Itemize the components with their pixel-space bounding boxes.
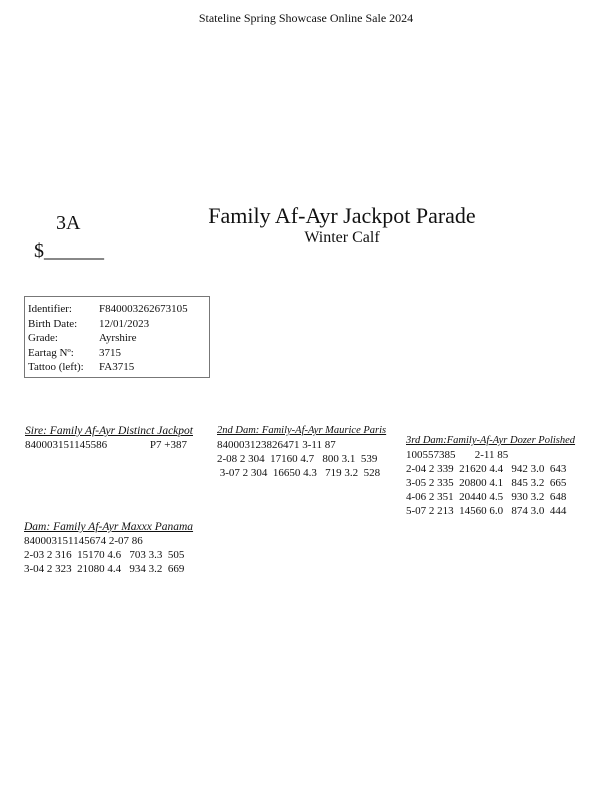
second-dam-block [217, 424, 386, 480]
third-dam-record-line: 4-06 2 351 20440 4.5 930 3.2 648 [406, 491, 567, 503]
dam-heading: Dam: Family Af-Ayr Maxxx Panama [24, 521, 194, 533]
third-dam-record-line: 2-04 2 339 21620 4.4 942 3.0 643 [406, 463, 567, 475]
dam-block [24, 520, 193, 576]
price-blank: $______ [34, 240, 104, 262]
third-dam-heading: 3rd Dam:Family-Af-Ayr Dozer Polished [406, 435, 576, 446]
tattoo-label: Tattoo (left): [28, 361, 84, 374]
birth-date-label: Birth Date: [28, 317, 78, 330]
dam-line: 840003151145674 2-07 86 [24, 535, 143, 547]
second-dam-line: 840003123826471 3-11 87 [217, 439, 336, 451]
second-dam-record-line: 2-08 2 304 17160 4.7 800 3.1 539 [217, 453, 378, 465]
third-dam-record-line: 3-05 2 335 20800 4.1 845 3.2 665 [406, 477, 567, 489]
grade-row [28, 331, 209, 346]
sire-block [25, 424, 205, 452]
birth-date-value: 12/01/2023 [99, 317, 150, 330]
identification-box [24, 296, 210, 378]
sire-line [25, 438, 205, 452]
eartag-row [28, 346, 209, 361]
identifier-value: F840003262673105 [99, 303, 188, 315]
eartag-value: 3715 [99, 346, 121, 359]
second-dam-record-line: 3-07 2 304 16650 4.3 719 3.2 528 [217, 467, 381, 479]
sire-proof: P7 +387 [149, 439, 187, 451]
identifier-row [28, 302, 209, 317]
eartag-label: Eartag Nº: [28, 346, 74, 359]
tattoo-row [28, 360, 209, 375]
identifier-label: Identifier: [28, 303, 72, 315]
third-dam-record-line: 5-07 2 213 14560 6.0 874 3.0 444 [406, 505, 567, 517]
second-dam-heading: 2nd Dam: Family-Af-Ayr Maurice Paris [217, 425, 387, 436]
birth-date-row [28, 317, 209, 332]
sire-heading: Sire: Family Af-Ayr Distinct Jackpot [25, 425, 193, 437]
third-dam-block [406, 434, 575, 518]
lot-number: 3A [56, 212, 81, 234]
sale-title: Stateline Spring Showcase Online Sale 2024 [198, 11, 414, 25]
dam-record-line: 2-03 2 316 15170 4.6 703 3.3 505 [24, 549, 185, 561]
animal-class: Winter Calf [304, 229, 380, 246]
tattoo-value: FA3715 [99, 361, 135, 374]
sire-id: 840003151145586 [25, 439, 108, 451]
animal-name: Family Af-Ayr Jackpot Parade [208, 203, 476, 228]
dam-record-line: 3-04 2 323 21080 4.4 934 3.2 669 [24, 563, 185, 575]
grade-label: Grade: [28, 332, 58, 345]
grade-value: Ayrshire [99, 332, 137, 345]
third-dam-line: 100557385 2-11 85 [406, 449, 509, 461]
